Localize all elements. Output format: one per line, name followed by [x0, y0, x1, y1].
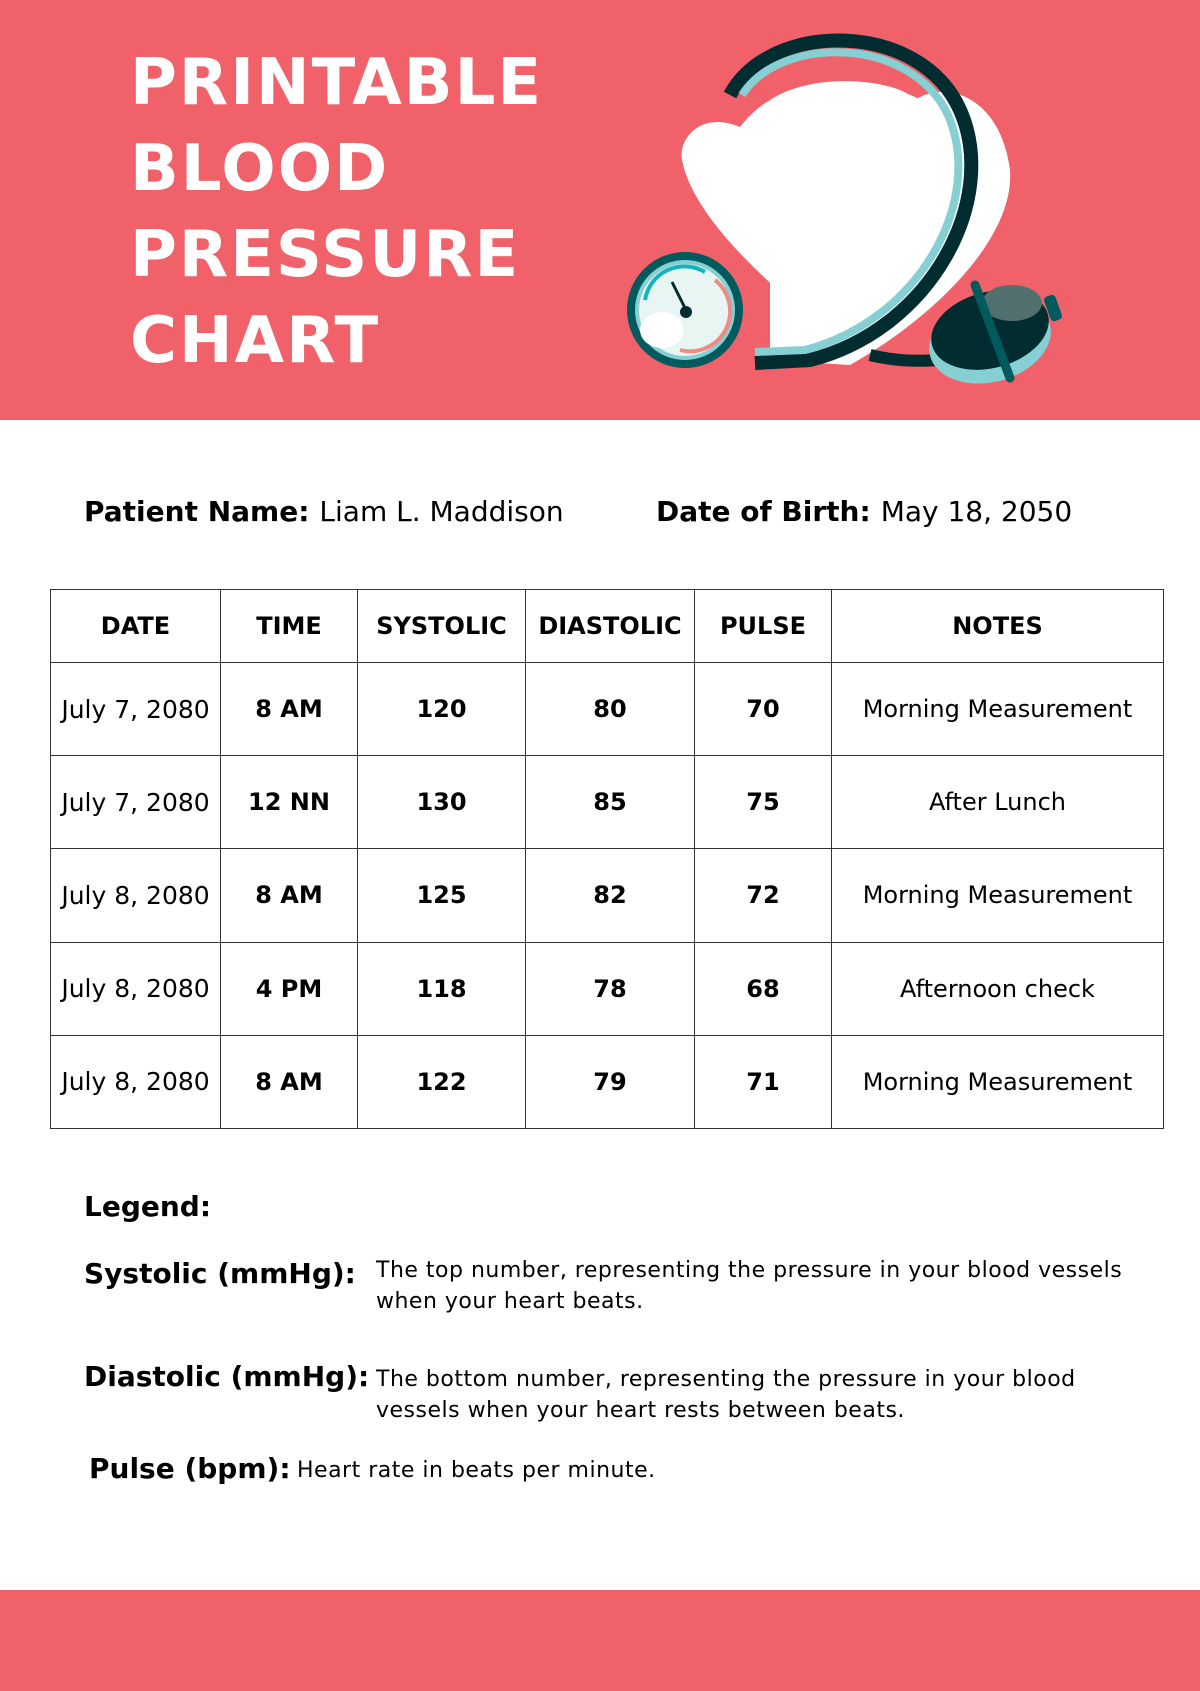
legend-term-systolic: Systolic (mmHg): — [84, 1257, 356, 1290]
cell-time: 8 AM — [221, 663, 358, 756]
cell-notes: Morning Measurement — [832, 663, 1164, 756]
cell-date: July 7, 2080 — [51, 756, 221, 849]
title-line: BLOOD — [130, 132, 390, 206]
header-notes: NOTES — [832, 590, 1164, 663]
cell-notes: Afternoon check — [832, 942, 1164, 1035]
header-pulse: PULSE — [695, 590, 832, 663]
table-header-row — [51, 590, 1164, 663]
legend-heading: Legend: — [84, 1190, 212, 1223]
title-line: PRINTABLE — [130, 46, 544, 120]
table-row — [51, 663, 1164, 756]
bp-readings-table — [50, 589, 1164, 1129]
cell-date: July 7, 2080 — [51, 663, 221, 756]
cell-systolic: 125 — [358, 849, 526, 942]
cell-systolic: 120 — [358, 663, 526, 756]
title-line: CHART — [130, 304, 381, 378]
dob-value: May 18, 2050 — [880, 495, 1073, 528]
cell-pulse: 75 — [695, 756, 832, 849]
cell-pulse: 70 — [695, 663, 832, 756]
footer-band — [0, 1590, 1200, 1691]
cell-pulse: 71 — [695, 1035, 832, 1128]
cell-notes: Morning Measurement — [832, 849, 1164, 942]
legend-term-pulse: Pulse (bpm): — [89, 1452, 291, 1485]
cell-pulse: 72 — [695, 849, 832, 942]
header-date: DATE — [51, 590, 221, 663]
cell-diastolic: 82 — [526, 849, 695, 942]
heart-stethoscope-illustration — [600, 0, 1100, 420]
cell-diastolic: 85 — [526, 756, 695, 849]
cell-date: July 8, 2080 — [51, 942, 221, 1035]
header-time: TIME — [221, 590, 358, 663]
title-line: PRESSURE — [130, 218, 521, 292]
header-diastolic: DIASTOLIC — [526, 590, 695, 663]
legend-def-pulse: Heart rate in beats per minute. — [297, 1458, 656, 1483]
table-row — [51, 756, 1164, 849]
cell-time: 4 PM — [221, 942, 358, 1035]
cell-diastolic: 80 — [526, 663, 695, 756]
dob-label: Date of Birth: — [656, 495, 871, 528]
table-row — [51, 1035, 1164, 1128]
table-row — [51, 849, 1164, 942]
cell-systolic: 122 — [358, 1035, 526, 1128]
cell-systolic: 118 — [358, 942, 526, 1035]
patient-name-label: Patient Name: — [84, 495, 310, 528]
patient-name-field — [84, 495, 564, 528]
header-systolic: SYSTOLIC — [358, 590, 526, 663]
legend-term-diastolic: Diastolic (mmHg): — [84, 1360, 370, 1393]
cell-time: 8 AM — [221, 1035, 358, 1128]
patient-name-value: Liam L. Maddison — [319, 495, 564, 528]
cell-systolic: 130 — [358, 756, 526, 849]
cell-diastolic: 78 — [526, 942, 695, 1035]
cell-date: July 8, 2080 — [51, 1035, 221, 1128]
cell-diastolic: 79 — [526, 1035, 695, 1128]
cell-date: July 8, 2080 — [51, 849, 221, 942]
cell-notes: Morning Measurement — [832, 1035, 1164, 1128]
table-row — [51, 942, 1164, 1035]
cell-pulse: 68 — [695, 942, 832, 1035]
page-title — [130, 40, 543, 384]
dob-field — [656, 495, 1072, 528]
cell-time: 8 AM — [221, 849, 358, 942]
cell-time: 12 NN — [221, 756, 358, 849]
cell-notes: After Lunch — [832, 756, 1164, 849]
legend-def-diastolic: The bottom number, representing the pressure in your blood vessels when your heart rests between beats. — [376, 1367, 1076, 1423]
legend-def-systolic: The top number, representing the pressure in your blood vessels when your heart beats. — [376, 1258, 1123, 1314]
gauge-icon — [627, 252, 743, 368]
